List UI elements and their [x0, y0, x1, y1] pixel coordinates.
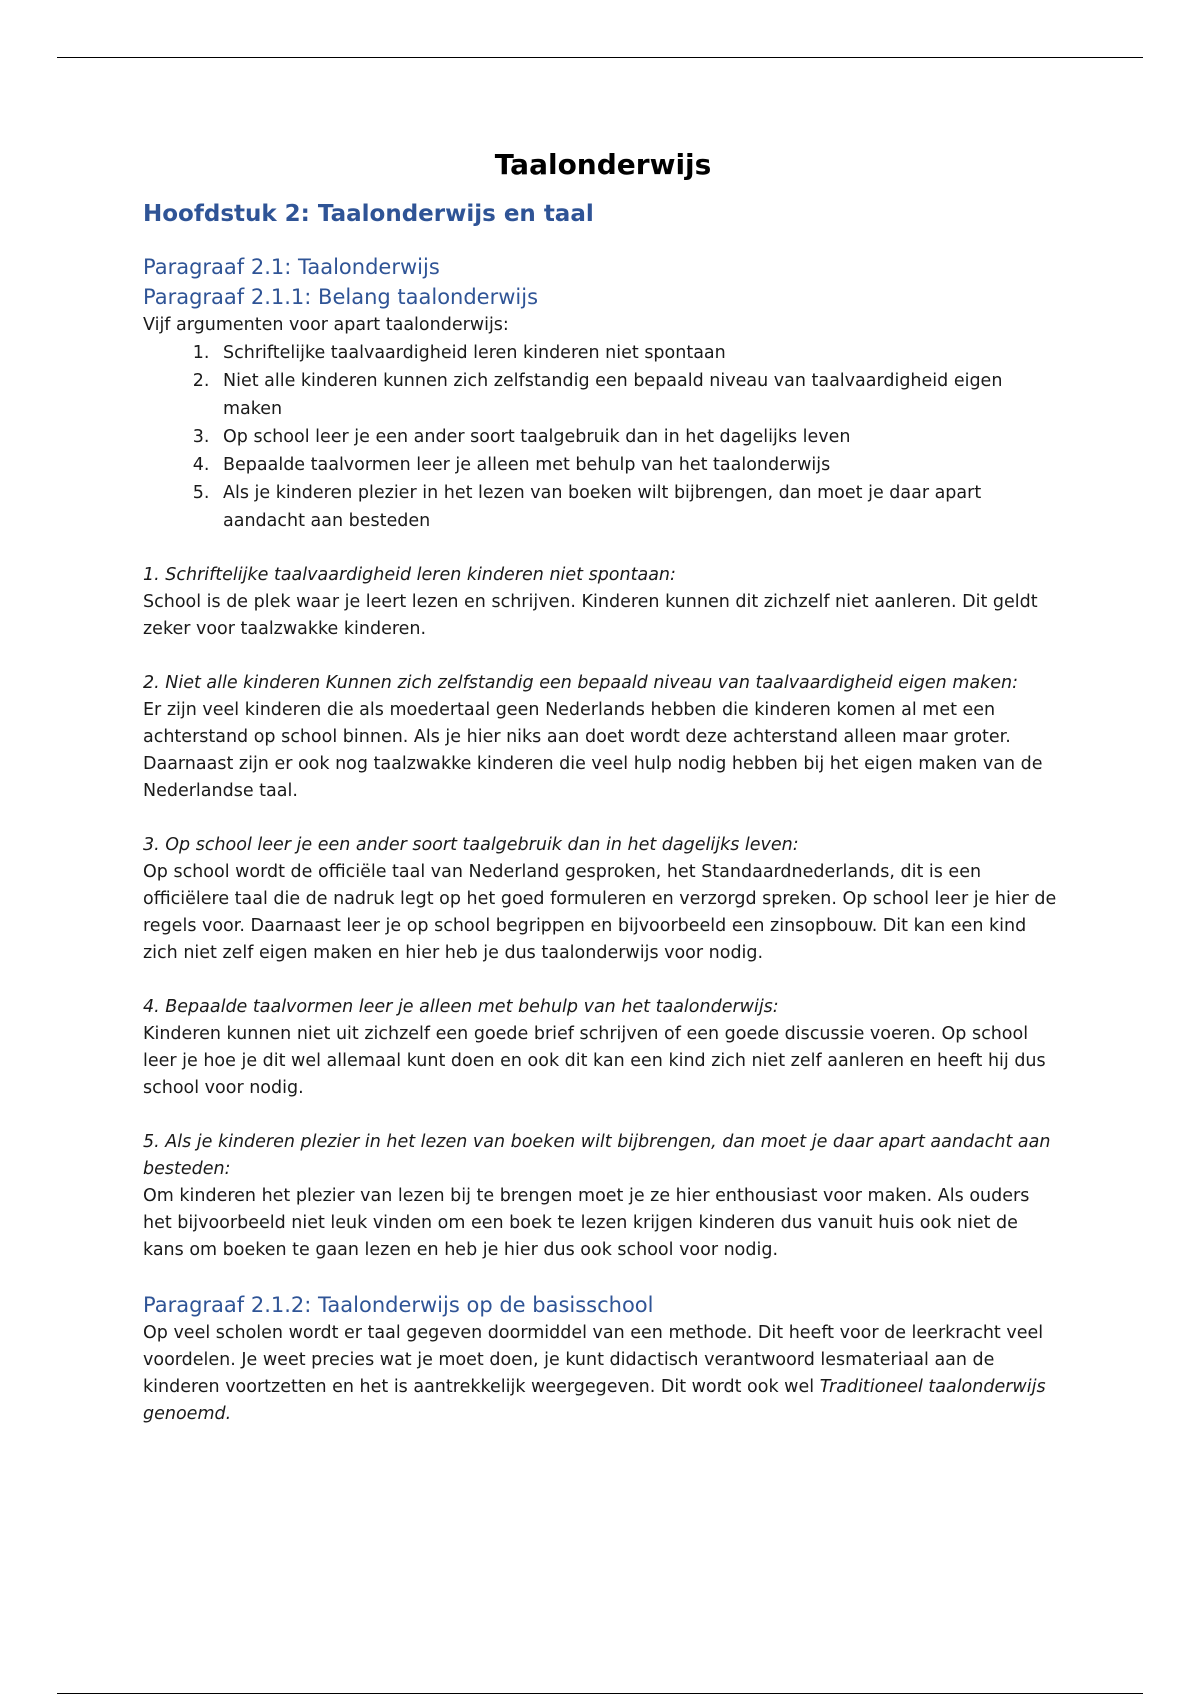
list-item: 2. Niet alle kinderen kunnen zich zelfstandig een bepaald niveau van taalvaardigheid eigen maken: [215, 367, 1063, 423]
section-2-1-2-italic: Traditioneel taalonderwijs genoemd.: [143, 1377, 1046, 1424]
explanation-text: School is de plek waar je leert lezen en schrijven. Kinderen kunnen dit zichzelf niet aanleren. Dit geldt zeker voor taalzwakke kinderen.: [143, 592, 1038, 639]
header-rule: [57, 57, 1143, 58]
section-2-1-2-body: Op veel scholen wordt er taal gegeven doormiddel van een methode. Dit heeft voor de leerkracht veel voordelen. Je weet precies wat je moet doen, je kunt didactisch verantwoord lesmateriaal aan de kinderen voortzetten en het is aantrekkelijk weergegeven. Dit wordt ook wel: [143, 1323, 1044, 1397]
explanation-text: Kinderen kunnen niet uit zichzelf een goede brief schrijven of een goede discussie voeren. Op school leer je hoe je dit wel allemaal kunt doen en ook dit kan een kind zich niet zelf aanleren en heeft hij dus school voor nodig.: [143, 1024, 1046, 1098]
document-body: [143, 140, 1063, 1428]
footer-rule: [57, 1693, 1143, 1694]
document-title: Taalonderwijs: [494, 148, 712, 181]
explanation-block: [143, 994, 1063, 1102]
explanation-lead: 1. Schriftelijke taalvaardigheid leren kinderen niet spontaan:: [143, 565, 676, 585]
section-heading-2-1-2: Paragraaf 2.1.2: Taalonderwijs op de basisschool: [143, 1293, 654, 1317]
explanation-block: [143, 562, 1063, 643]
explanation-lead: 2. Niet alle kinderen Kunnen zich zelfstandig een bepaald niveau van taalvaardigheid eigen maken:: [143, 673, 1018, 693]
explanation-lead: 5. Als je kinderen plezier in het lezen van boeken wilt bijbrengen, dan moet je daar apart aandacht aan besteden:: [143, 1132, 1051, 1179]
explanation-text: Op school wordt de officiële taal van Nederland gesproken, het Standaardnederlands, dit is een officiëlere taal die de nadruk legt op het goed formuleren en verzorgd spreken. Op school leer je hier de regels voor. Daarnaast leer je op school begrippen en bijvoorbeeld een zinsopbouw. Dit kan een kind zich niet zelf eigen maken en hier heb je dus taalonderwijs voor nodig.: [143, 862, 1057, 963]
arguments-intro: Vijf argumenten voor apart taalonderwijs:: [143, 315, 509, 335]
list-item: 4. Bepaalde taalvormen leer je alleen met behulp van het taalonderwijs: [215, 451, 1063, 479]
list-item: 3. Op school leer je een ander soort taalgebruik dan in het dagelijks leven: [215, 423, 1063, 451]
chapter-heading: Hoofdstuk 2: Taalonderwijs en taal: [143, 201, 594, 227]
explanation-text: Er zijn veel kinderen die als moedertaal geen Nederlands hebben die kinderen komen al met een achterstand op school binnen. Als je hier niks aan doet wordt deze achterstand alleen maar groter. Daarnaast zijn er ook nog taalzwakke kinderen die veel hulp nodig hebben bij het eigen maken van de Nederlandse taal.: [143, 700, 1043, 801]
explanation-lead: 4. Bepaalde taalvormen leer je alleen met behulp van het taalonderwijs:: [143, 997, 779, 1017]
section-2-1-2-text: [143, 1320, 1063, 1428]
explanation-block: [143, 1129, 1063, 1264]
explanation-text: Om kinderen het plezier van lezen bij te brengen moet je ze hier enthousiast voor maken. Als ouders het bijvoorbeeld niet leuk vinden om een boek te lezen krijgen kinderen dus vanuit huis ook niet de kans om boeken te gaan lezen en heb je hier dus ook school voor nodig.: [143, 1186, 1030, 1260]
section-heading-2-1: Paragraaf 2.1: Taalonderwijs: [143, 255, 440, 279]
list-item: 5. Als je kinderen plezier in het lezen van boeken wilt bijbrengen, dan moet je daar apart aandacht aan besteden: [215, 479, 1063, 535]
list-item: 1. Schriftelijke taalvaardigheid leren kinderen niet spontaan: [215, 339, 1063, 367]
explanation-block: [143, 832, 1063, 967]
explanation-block: [143, 670, 1063, 805]
section-heading-2-1-1: Paragraaf 2.1.1: Belang taalonderwijs: [143, 285, 539, 309]
explanation-lead: 3. Op school leer je een ander soort taalgebruik dan in het dagelijks leven:: [143, 835, 799, 855]
arguments-list: [143, 339, 1063, 535]
